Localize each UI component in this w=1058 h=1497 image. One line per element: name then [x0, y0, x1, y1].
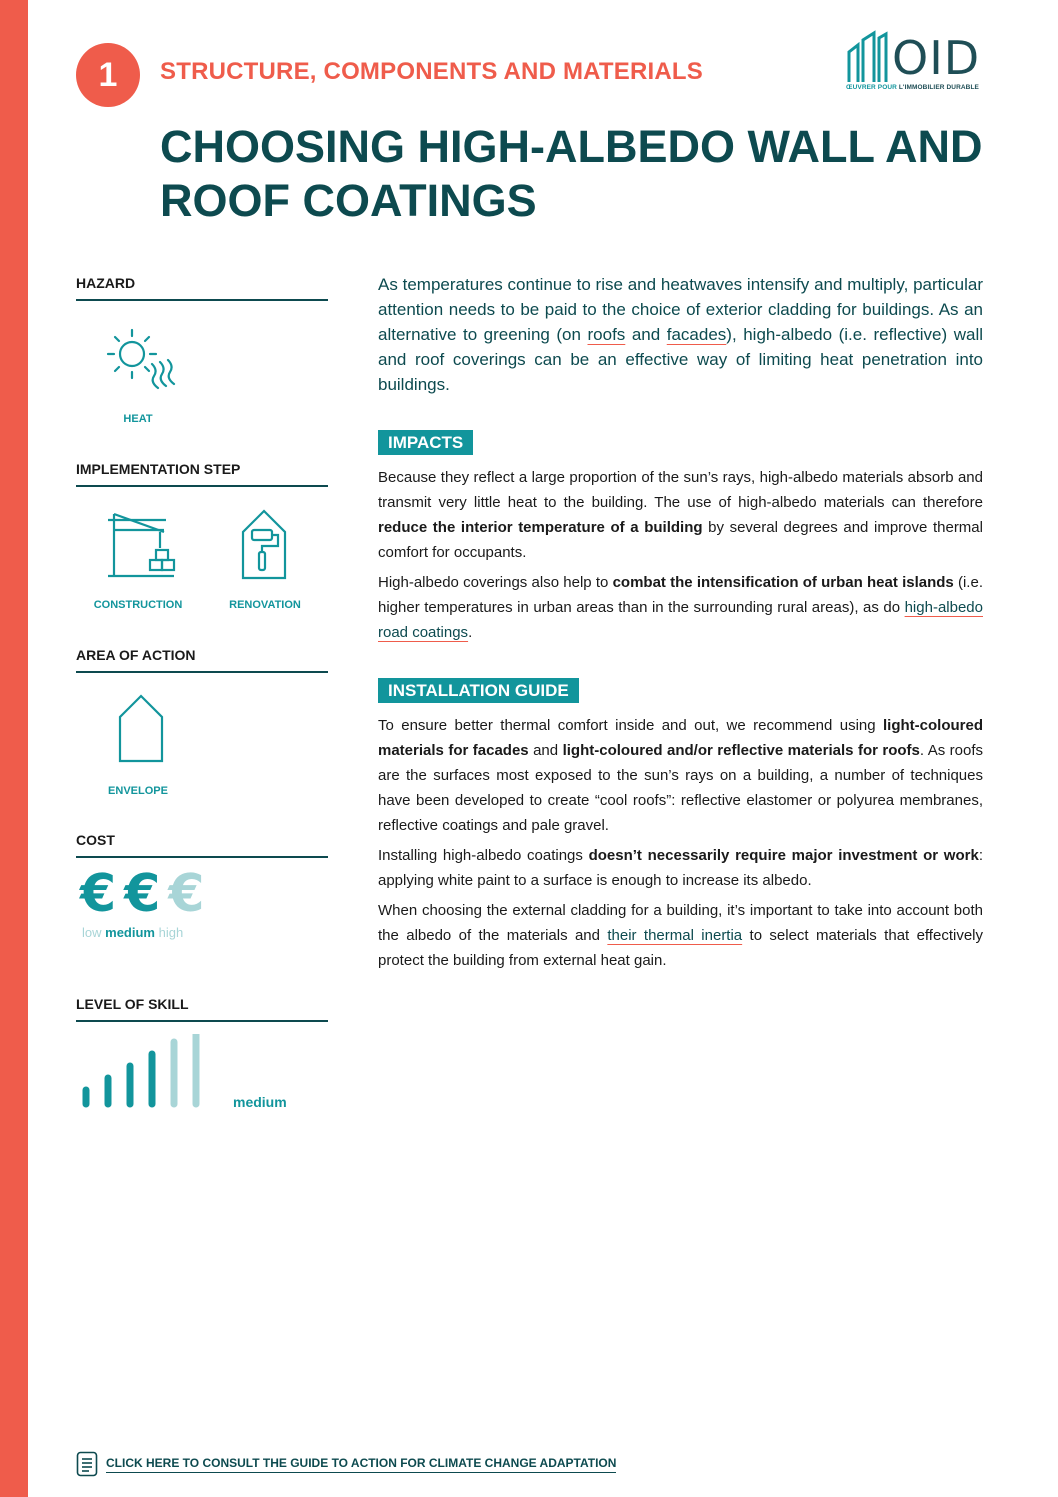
- cost-scale: [80, 864, 213, 924]
- section-number-badge: 1: [76, 43, 140, 107]
- skill-level-bars: [78, 1034, 218, 1114]
- cost-level-labels: [82, 925, 183, 940]
- intro-text: As temperatures continue to rise and heatwaves intensify and multiply, particular attention needs to be paid to the choice of exterior cladding for buildings. As an alternative to greening (on: [378, 275, 983, 344]
- guide-footer-link[interactable]: [76, 1450, 616, 1478]
- cost-euro-icon: €: [168, 864, 205, 924]
- road-coatings-link[interactable]: high-albedo road coatings: [378, 599, 983, 641]
- intro-paragraph: [378, 272, 983, 397]
- installation-paragraph-3: [378, 898, 983, 973]
- body-text: : applying white paint to a surface is enough to increase its albedo.: [378, 847, 983, 889]
- construction-icon: [104, 510, 176, 580]
- building-logo-icon: [846, 30, 888, 84]
- construction-label: CONSTRUCTION: [93, 599, 183, 611]
- body-text: (i.e. higher temperatures in urban areas than in the surrounding rural areas), as do: [378, 574, 983, 616]
- installation-paragraph-1: [378, 713, 983, 838]
- body-bold-text: reduce the interior temperature of a building: [378, 519, 703, 536]
- intro-text: ), high-albedo (i.e. reflective) wall and roof coverings can be an effective way of limiting heat penetration into buildings.: [378, 325, 983, 394]
- body-text: Because they reflect a large proportion of the sun’s rays, high-albedo materials absorb and transmit very little heat to the building. The use of high-albedo materials can therefore: [378, 469, 983, 511]
- cost-euro-icon: €: [80, 864, 117, 924]
- thermal-inertia-link[interactable]: their thermal inertia: [607, 927, 743, 944]
- cost-level-medium: medium: [105, 925, 155, 940]
- body-bold-text: combat the intensification of urban heat islands: [612, 574, 954, 591]
- body-text: Installing high-albedo coatings: [378, 847, 589, 864]
- body-bold-text: doesn’t necessarily require major investment or work: [588, 847, 979, 864]
- oid-logo[interactable]: [846, 30, 986, 96]
- skill-heading: LEVEL OF SKILL: [76, 996, 328, 1022]
- cost-level-high: high: [158, 925, 184, 940]
- envelope-icon: [117, 693, 167, 765]
- body-text: and: [528, 742, 563, 759]
- body-bold-text: light-coloured and/or reflective materials for roofs: [562, 742, 920, 759]
- cost-level-low: low: [82, 925, 102, 940]
- footer-link-text[interactable]: CLICK HERE TO CONSULT THE GUIDE TO ACTION FOR CLIMATE CHANGE ADAPTATION: [106, 1456, 616, 1473]
- hazard-label: HEAT: [123, 413, 153, 425]
- roofs-link[interactable]: roofs: [587, 325, 626, 344]
- area-of-action-heading: AREA OF ACTION: [76, 647, 328, 673]
- renovation-icon: [240, 508, 290, 580]
- facades-link[interactable]: facades: [666, 325, 727, 344]
- document-icon: [76, 1451, 98, 1477]
- body-text: to select materials that effectively protect the building from external heat gain.: [378, 927, 983, 969]
- impacts-tag: IMPACTS: [378, 430, 473, 455]
- body-text: by several degrees and improve thermal comfort for occupants.: [378, 519, 983, 561]
- logo-wordmark: OID: [892, 31, 981, 85]
- renovation-label: RENOVATION: [229, 599, 301, 611]
- installation-guide-tag: INSTALLATION GUIDE: [378, 678, 579, 703]
- section-title: STRUCTURE, COMPONENTS AND MATERIALS: [160, 58, 703, 85]
- impacts-paragraph-1: [378, 465, 983, 565]
- logo-tagline: [846, 84, 979, 91]
- body-text: . As roofs are the surfaces most exposed to the sun’s rays on a building, a number of techniques have been developed to create “cool roofs”: reflective elastomer or polyurea membranes, reflective coatings and pale gravel.: [378, 742, 983, 834]
- body-bold-text: light-coloured materials for facades: [378, 717, 983, 759]
- impacts-paragraph-2: [378, 570, 983, 645]
- skill-level-label: medium: [233, 1094, 287, 1110]
- hazard-heading: HAZARD: [76, 275, 328, 301]
- page-title: CHOOSING HIGH-ALBEDO WALL AND ROOF COATINGS: [160, 121, 983, 226]
- side-accent-stripe: [0, 0, 28, 1497]
- intro-text: and: [625, 325, 667, 344]
- body-text: When choosing the external cladding for a building, it’s important to take into account both the albedo of the materials and: [378, 902, 983, 944]
- installation-paragraph-2: [378, 843, 983, 893]
- body-text: High-albedo coverings also help to: [378, 574, 613, 591]
- implementation-heading: IMPLEMENTATION STEP: [76, 461, 328, 487]
- envelope-label: ENVELOPE: [108, 785, 168, 797]
- body-text: To ensure better thermal comfort inside and out, we recommend using: [378, 717, 883, 734]
- body-text: .: [468, 624, 473, 641]
- cost-heading: COST: [76, 832, 328, 858]
- logo-tagline-part2: L'IMMOBILIER DURABLE: [898, 84, 979, 91]
- heat-icon: [100, 322, 180, 392]
- logo-tagline-part1: ŒUVRER POUR: [846, 84, 899, 91]
- cost-euro-icon: €: [124, 864, 161, 924]
